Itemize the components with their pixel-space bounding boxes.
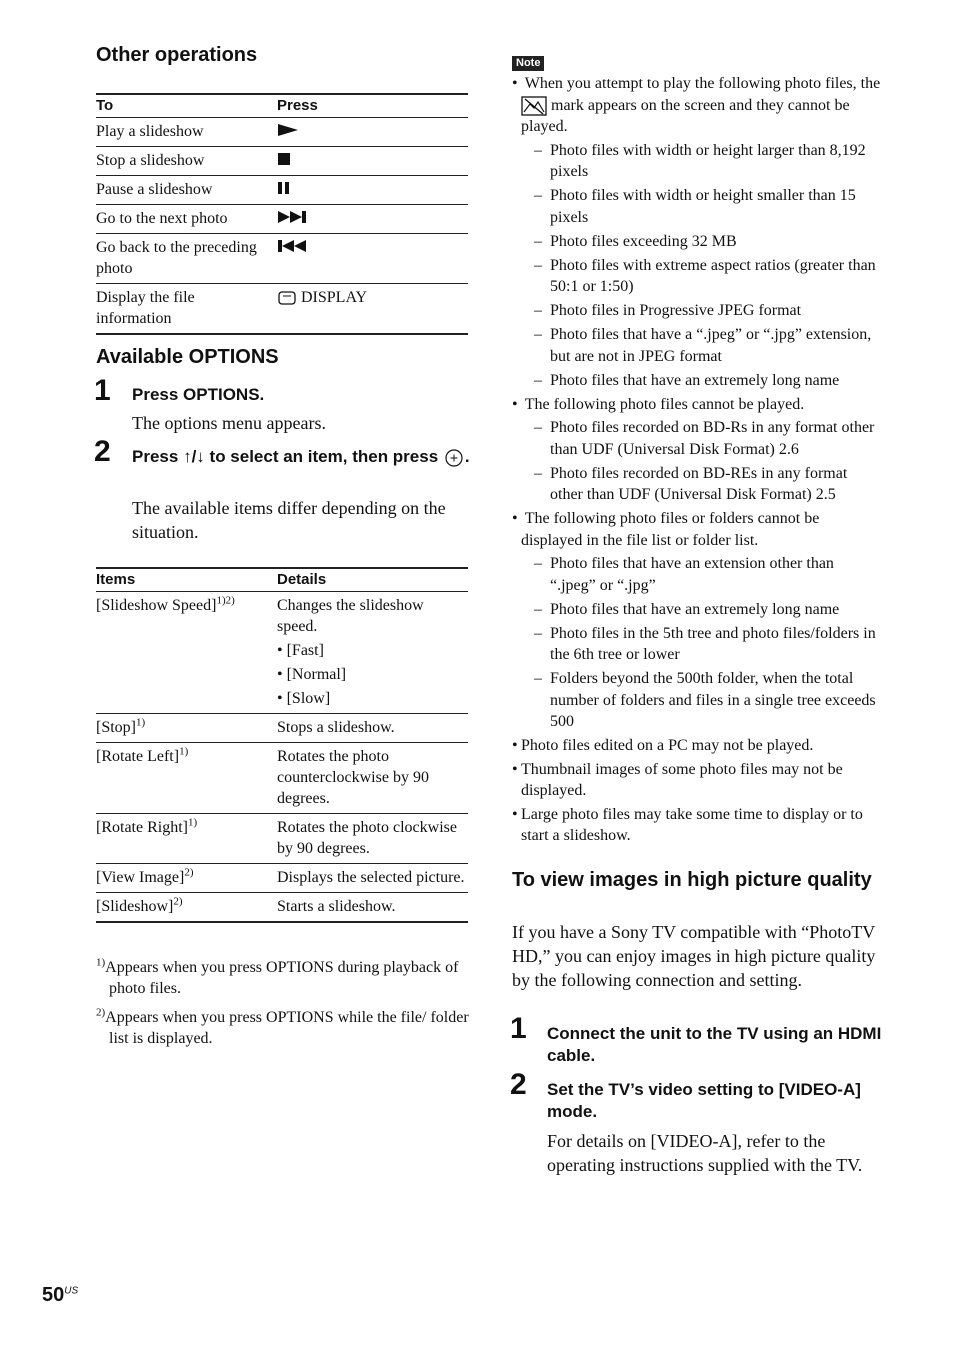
column-header-press: Press xyxy=(277,97,318,114)
table-row xyxy=(96,864,468,893)
play-icon xyxy=(277,124,299,136)
note-subitem: – Photo files in the 5th tree and photo files/folders in the 6th tree or lower xyxy=(521,623,882,666)
pause-icon xyxy=(277,182,291,194)
note-subitem: – Photo files recorded on BD-REs in any format other than UDF (Universal Disk Format) 2.5 xyxy=(521,463,882,506)
display-button-label: DISPLAY xyxy=(301,289,368,306)
operation-label: Play a slideshow xyxy=(96,123,204,140)
other-operations-table xyxy=(96,93,468,335)
note-subitem: – Photo files exceeding 32 MB xyxy=(521,231,882,253)
table-row xyxy=(96,284,468,335)
option-details: Displays the selected picture. xyxy=(277,869,465,886)
note-subitem: – Photo files recorded on BD-Rs in any format other than UDF (Universal Disk Format) 2.6 xyxy=(521,417,882,460)
option-details: Starts a slideshow. xyxy=(277,898,396,915)
other-operations-heading: Other operations xyxy=(96,44,258,66)
note-subitem: – Photo files with extreme aspect ratios (greater than 50:1 or 1:50) xyxy=(521,255,882,298)
next-icon xyxy=(277,211,309,223)
note-item: • When you attempt to play the following photo files, the mark appears on the screen and they cannot be played. – Photo files with width or height larger than 8,192 pixels – Photo files with width or height smaller than 15 pixels – Photo files exceeding 32 MB – Photo files with extreme aspect ratios (greater than 50:1 or 1:50) – Photo files in Progressive JPEG format – Photo files that have a “.jpeg” or “.jpg” extension, but are not in JPEG format – Photo files that have an extremely long name xyxy=(512,73,882,391)
note-item: • Photo files edited on a PC may not be played. xyxy=(512,735,882,757)
high-quality-intro: If you have a Sony TV compatible with “PhotoTV HD,” you can enjoy images in high picture quality by the following connection and setting. xyxy=(512,922,876,990)
enter-button-icon xyxy=(443,448,465,468)
note-subitem: – Photo files that have an extension other than “.jpeg” or “.jpg” xyxy=(521,553,882,596)
note-subitem: – Photo files that have a “.jpeg” or “.jpg” extension, but are not in JPEG format xyxy=(521,324,882,367)
option-item: [Rotate Right]$^{1)}$ xyxy=(96,816,198,836)
step-number: 1 xyxy=(94,374,110,407)
previous-icon xyxy=(277,240,309,252)
table-row xyxy=(96,147,468,176)
option-details: Rotates the photo clockwise by 90 degrees. xyxy=(277,819,457,857)
step-number: 2 xyxy=(510,1068,526,1101)
step-body: The available items differ depending on the situation. xyxy=(132,498,446,542)
note-item: • Thumbnail images of some photo files may not be displayed. xyxy=(512,759,882,802)
note-subitem: – Photo files with width or height smaller than 15 pixels xyxy=(521,185,882,228)
operation-label: Display the file information xyxy=(96,289,195,327)
step-number: 1 xyxy=(510,1012,526,1045)
note-subitem: – Photo files that have an extremely long name xyxy=(521,370,882,392)
column-header-details: Details xyxy=(277,571,327,588)
up-down-arrows-icon: ↑/↓ xyxy=(183,447,205,466)
table-header-row xyxy=(96,94,468,118)
table-row xyxy=(96,176,468,205)
note-subitem: – Photo files in Progressive JPEG format xyxy=(521,300,882,322)
footnote: $^{1)}$Appears when you press OPTIONS during playback of photo files. xyxy=(96,956,459,997)
note-badge: Note xyxy=(512,56,544,71)
page-number: $50^{US}$ xyxy=(42,1284,79,1306)
available-options-heading: Available OPTIONS xyxy=(96,346,279,368)
operation-label: Pause a slideshow xyxy=(96,181,213,198)
table-row xyxy=(96,592,468,714)
note-list xyxy=(512,73,882,849)
high-quality-heading: To view images in high picture quality xyxy=(512,869,872,891)
step-body: For details on [VIDEO-A], refer to the operating instructions supplied with the TV. xyxy=(547,1131,863,1175)
option-item: [Stop]$^{1)}$ xyxy=(96,716,146,736)
table-row xyxy=(96,234,468,284)
stop-icon xyxy=(277,153,291,165)
table-row xyxy=(96,893,468,923)
table-row xyxy=(96,743,468,814)
table-row xyxy=(96,205,468,234)
step-title: Press ↑/↓ to select an item, then press . xyxy=(132,447,470,466)
operation-label: Go to the next photo xyxy=(96,210,228,227)
table-row xyxy=(96,714,468,743)
display-icon xyxy=(277,290,297,306)
note-item: • The following photo files or folders cannot be displayed in the file list or folder list. – Photo files that have an extension other than “.jpeg” or “.jpg” – Photo files that have an extremely long name – Photo files in the 5th tree and photo files/folders in the 6th tree or lower – Folders beyond the 500th folder, when the total number of folders and files in a single tree exceeds 500 xyxy=(512,508,882,733)
column-header-to: To xyxy=(96,97,114,114)
table-row xyxy=(96,814,468,864)
note-subitem: – Photo files that have an extremely long name xyxy=(521,599,882,621)
note-subitem: – Folders beyond the 500th folder, when the total number of folders and files in a single tree exceeds 500 xyxy=(521,668,882,733)
step-number: 2 xyxy=(94,435,110,468)
operation-label: Go back to the preceding photo xyxy=(96,239,257,277)
step-body: The options menu appears. xyxy=(132,413,326,433)
table-header-row xyxy=(96,568,468,592)
options-items-table xyxy=(96,567,468,923)
option-item: [View Image]$^{2)}$ xyxy=(96,866,194,886)
prohibited-photo-icon xyxy=(521,96,547,116)
note-item: • The following photo files cannot be played. – Photo files recorded on BD-Rs in any format other than UDF (Universal Disk Format) 2.6 – Photo files recorded on BD-REs in any format other than UDF (Universal Disk Format) 2.5 xyxy=(512,394,882,506)
note-subitem: – Photo files with width or height larger than 8,192 pixels xyxy=(521,140,882,183)
step-title: Connect the unit to the TV using an HDMI cable. xyxy=(547,1024,882,1065)
column-header-items: Items xyxy=(96,571,136,588)
option-item: [Rotate Left]$^{1)}$ xyxy=(96,745,189,765)
step-title: Press OPTIONS. xyxy=(132,385,265,404)
option-details: Rotates the photo counterclockwise by 90 degrees. xyxy=(277,748,429,807)
table-row xyxy=(96,118,468,147)
step-title: Set the TV’s video setting to [VIDEO-A] mode. xyxy=(547,1080,861,1121)
operation-label: Stop a slideshow xyxy=(96,152,205,169)
option-details: Changes the slideshow speed. • [Fast] • [Normal] • [Slow] xyxy=(277,597,424,707)
option-item: [Slideshow]$^{2)}$ xyxy=(96,895,183,915)
option-item: [Slideshow Speed]$^{1)2)}$ xyxy=(96,594,235,614)
footnote: $^{2)}$Appears when you press OPTIONS while the file/ folder list is displayed. xyxy=(96,1006,469,1047)
note-item: • Large photo files may take some time to display or to start a slideshow. xyxy=(512,804,882,847)
option-details: Stops a slideshow. xyxy=(277,719,395,736)
